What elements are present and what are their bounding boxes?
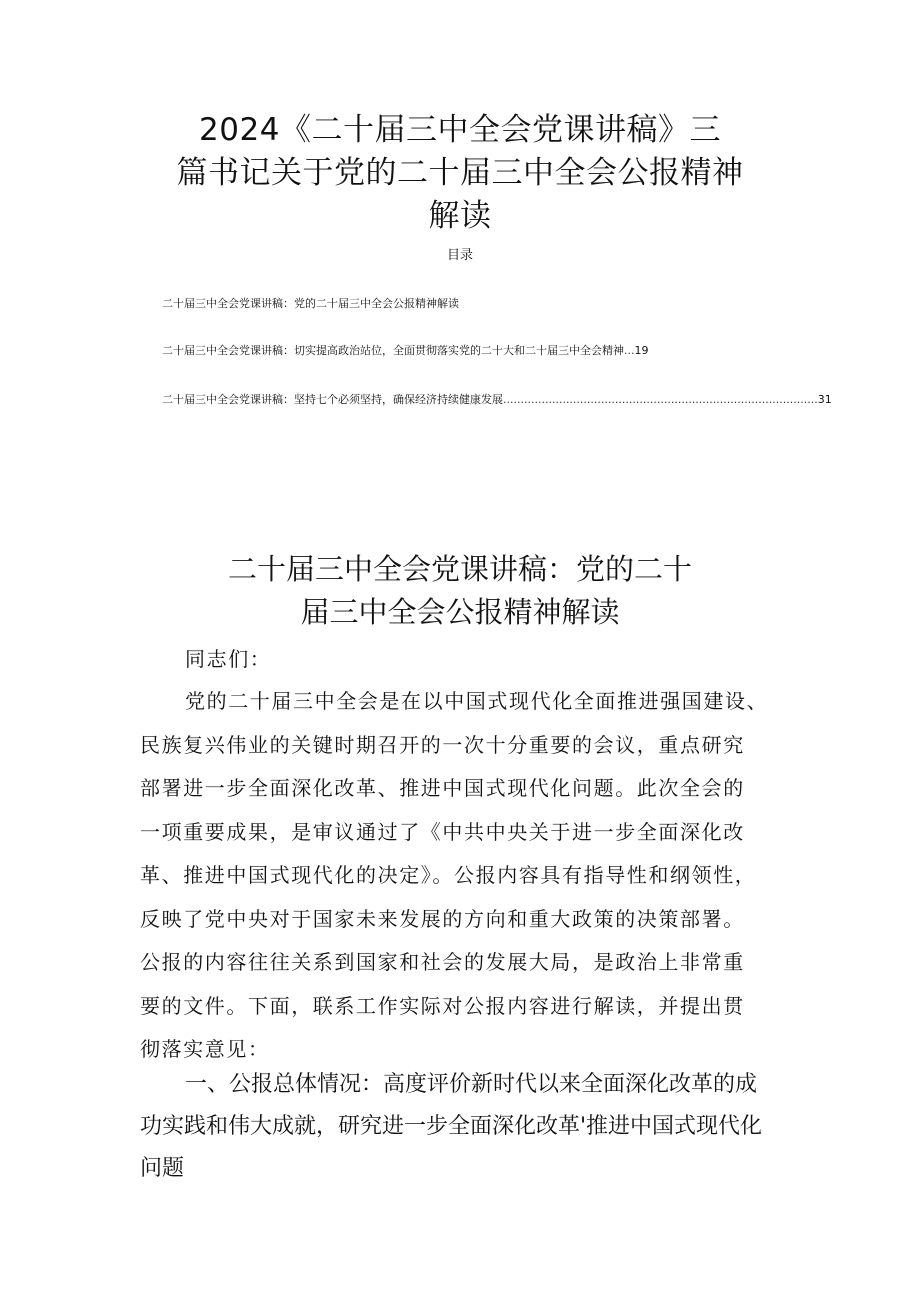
toc-entry-leader: ..........................................................................................	[503, 393, 818, 406]
toc-entry-leader: ...	[624, 344, 635, 357]
toc-entry[interactable]	[162, 296, 772, 312]
paragraph-line: 一项重要成果，是审议通过了《中共中央关于进一步全面深化改	[140, 819, 745, 844]
body-paragraph	[140, 680, 800, 1072]
toc-heading: 目录	[446, 248, 473, 263]
document-title	[0, 109, 920, 238]
document-title-line: 篇书记关于党的二十届三中全会公报精神	[176, 155, 744, 191]
section-subheading	[140, 1064, 820, 1190]
section-title	[0, 548, 920, 634]
toc-entry[interactable]	[162, 392, 832, 408]
section-title-line: 二十届三中全会党课讲稿：党的二十	[227, 552, 692, 586]
paragraph-line: 革、推进中国式现代化的决定》。公报内容具有指导性和纲领性，	[140, 863, 757, 887]
toc-entry-text: 二十届三中全会党课讲稿：党的二十届三中全会公报精神解读	[162, 297, 459, 310]
paragraph-line: 党的二十届三中全会是在以中国式现代化全面推进强国建设、	[185, 689, 769, 713]
subheading-line: 一、公报总体情况：高度评价新时代以来全面深化改革的成	[185, 1072, 758, 1097]
toc-entry-text: 二十届三中全会党课讲稿：坚持七个必须坚持，确保经济持续健康发展	[162, 393, 503, 406]
subheading-line: 问题	[140, 1156, 185, 1181]
toc-entry-text: 二十届三中全会党课讲稿：切实提高政治站位，全面贯彻落实党的二十大和二十届三中全会精神	[162, 344, 624, 357]
subheading-line: 功实践和伟大成就，研究进一步全面深化改革'推进中国式现代化	[140, 1114, 763, 1139]
paragraph-line: 公报的内容往往关系到国家和社会的发展大局，是政治上非常重	[140, 950, 745, 974]
paragraph-line: 民族复兴伟业的关键时期召开的一次十分重要的会议，重点研究	[140, 732, 745, 757]
toc-entry-page: 19	[634, 344, 649, 357]
document-title-line: 2024《二十届三中全会党课讲稿》三	[199, 112, 721, 148]
toc-entry[interactable]	[162, 343, 772, 359]
section-title-line: 届三中全会公报精神解读	[300, 595, 620, 629]
paragraph-line: 部署进一步全面深化改革、推进中国式现代化问题。此次全会的	[140, 776, 745, 800]
document-title-line: 解读	[428, 198, 492, 234]
greeting: 同志们：	[185, 647, 272, 671]
toc-entry-page: 31	[817, 393, 832, 406]
paragraph-line: 彻落实意见：	[140, 1037, 270, 1061]
paragraph-line: 要的文件。下面，联系工作实际对公报内容进行解读，并提出贯	[140, 993, 745, 1018]
paragraph-line: 反映了党中央对于国家未来发展的方向和重大政策的决策部署。	[140, 906, 745, 931]
